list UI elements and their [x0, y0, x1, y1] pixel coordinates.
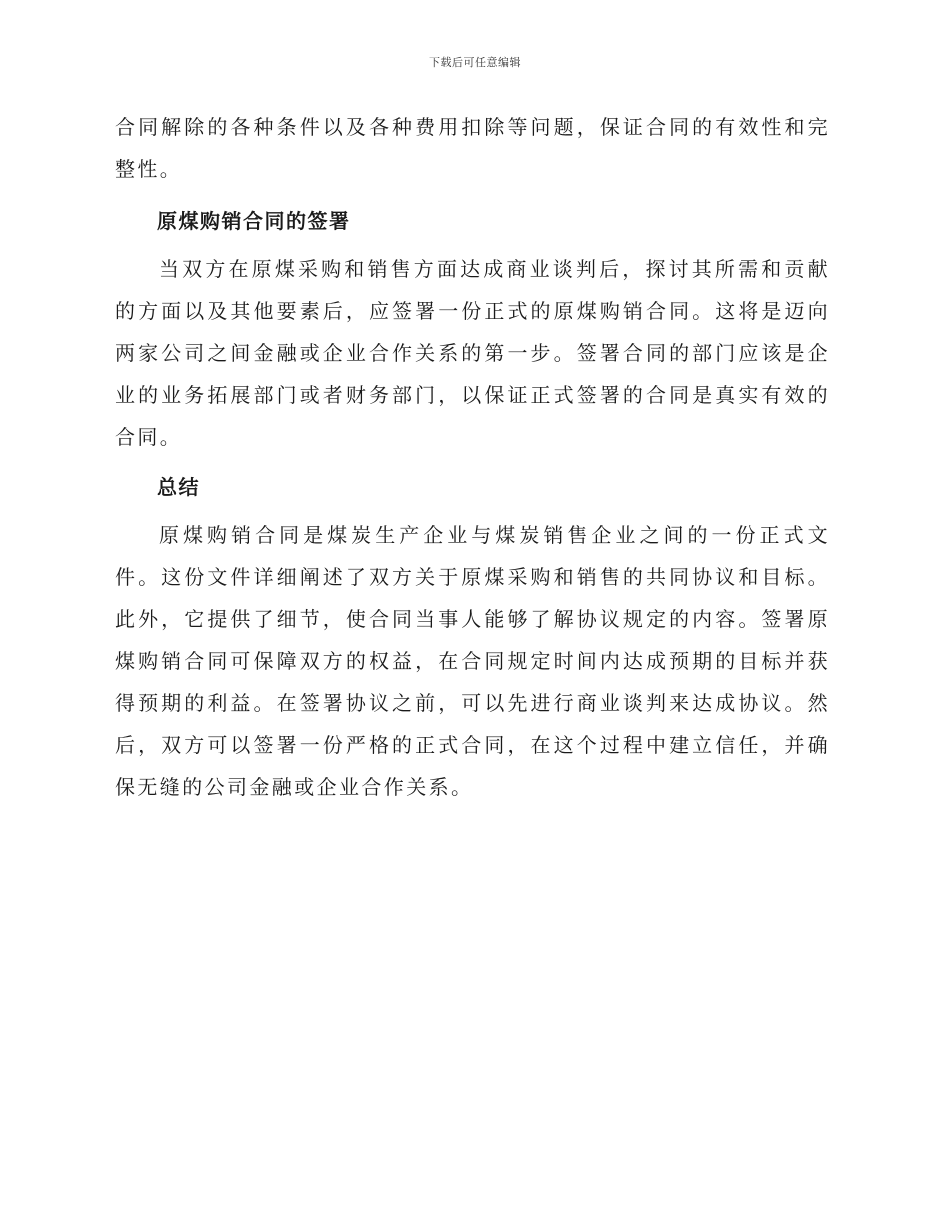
section-paragraph-signing: 当双方在原煤采购和销售方面达成商业谈判后，探讨其所需和贡献的方面以及其他要素后，应签署一份正式的原煤购销合同。这将是迈向两家公司之间金融或企业合作关系的第一步。签署合同的部门应该是企业的业务拓展部门或者财务部门，以保证正式签署的合同是真实有效的合同。 [115, 257, 830, 449]
intro-paragraph: 合同解除的各种条件以及各种费用扣除等问题，保证合同的有效性和完整性。 [115, 115, 830, 181]
section-heading-signing: 原煤购销合同的签署 [157, 209, 351, 233]
section-heading-summary: 总结 [157, 475, 200, 499]
running-header: 下载后可任意编辑 [429, 56, 521, 69]
document-body [115, 106, 830, 808]
section-paragraph-summary: 原煤购销合同是煤炭生产企业与煤炭销售企业之间的一份正式文件。这份文件详细阐述了双方关于原煤采购和销售的共同协议和目标。此外，它提供了细节，使合同当事人能够了解协议规定的内容。签署原煤购销合同可保障双方的权益，在合同规定时间内达成预期的目标并获得预期的利益。在签署协议之前，可以先进行商业谈判来达成协议。然后，双方可以签署一份严格的正式合同，在这个过程中建立信任，并确保无缝的公司金融或企业合作关系。 [115, 523, 830, 799]
